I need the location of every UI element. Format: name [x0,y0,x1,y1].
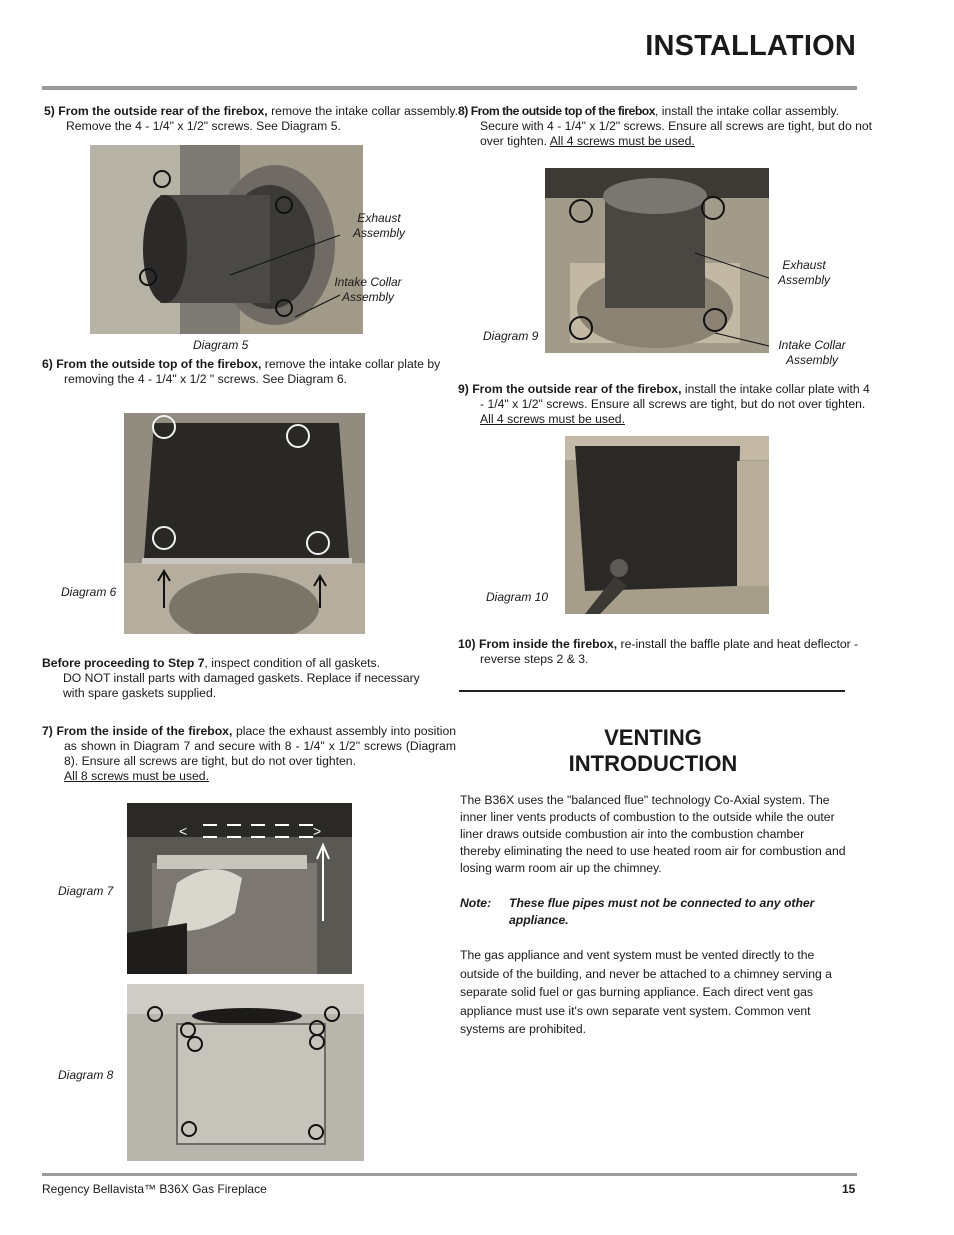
diagram-10-photo [565,436,769,614]
svg-text:>: > [313,823,322,839]
section-divider [459,690,845,692]
diagram-7-caption: Diagram 7 [58,884,114,898]
diagram-6-photo [124,413,365,634]
diagram-5-photo [90,145,363,334]
diagram-8-photo [127,984,364,1161]
venting-intro: The B36X uses the "balanced flue" technology Co-Axial system. The inner liner vents products of combustion to the outside while the outer liner draws outside combustion air into the combustion chamber thereby eliminating the need to use heated room air for combustion and losing warm room air up the chimney. [460,793,846,875]
diagram-7-photo [127,803,352,974]
diagram-10-caption: Diagram 10 [486,590,549,604]
diagram-9-caption: Diagram 9 [483,329,539,343]
step-9: 9) From the outside rear of the firebox, install the intake collar plate with 4 - 1/4" x 1/2" screws. Ensure all screws are tight, but do not over tighten. All 4 screws must be used. [458,382,870,426]
venting-heading: VENTING INTRODUCTION [568,725,738,776]
footer-page-number: 15 [842,1182,856,1196]
step-6: 6) From the outside top of the firebox, remove the intake collar plate by removing the 4 - 1/4" x 1/2 " screws. See Diagram 6. [42,357,441,386]
step-10: 10) From inside the firebox, re-install the baffle plate and heat deflector - reverse steps 2 & 3. [458,637,859,666]
venting-body: The gas appliance and vent system must be vented directly to the outside of the building, and never be attached to a chimney serving a separate solid fuel or gas burning appliance. Each direct vent gas appliance must use it's own separate vent system. Common vent systems are prohibited. [460,948,832,1037]
diagram-8-caption: Diagram 8 [58,1068,114,1082]
step-7: 7) From the inside of the firebox, place the exhaust assembly into position as shown in Diagram 7 and secure with 8 - 1/4" x 1/2" screws (Diagram 8). Ensure all screws are tight, but do not over tighten. All 8 screws must be used. [42,724,456,783]
diagram-6-caption: Diagram 6 [61,585,117,599]
step-8: 8) From the outside top of the firebox, install the intake collar assembly. Secure with 4 - 1/4" x 1/2" screws. Ensure all screws are tight, but do not over tighten. All 4 screws must be used. [458,104,873,148]
svg-text:<: < [179,823,188,839]
diagram-5-label-intake: Intake Collar Assembly [334,275,402,304]
header-rule [42,86,857,90]
step-5: 5) From the outside rear of the firebox, remove the intake collar assembly. Remove the 4 - 1/4" x 1/2" screws. See Diagram 5. [44,104,458,133]
footer-rule [42,1173,857,1176]
diagram-5-label-exhaust: Exhaust Assembly [352,211,405,240]
venting-note: Note: These flue pipes must not be connected to any other appliance. [460,896,815,927]
diagram-9-label-exhaust: Exhaust Assembly [777,258,830,287]
gasket-note: Before proceeding to Step 7, inspect condition of all gaskets. DO NOT install parts with damaged gaskets. Replace if necessary with spare gaskets supplied. [42,656,420,700]
page-title: INSTALLATION [645,30,856,62]
diagram-9-label-intake: Intake Collar Assembly [778,338,846,367]
footer-product: Regency Bellavista™ B36X Gas Fireplace [42,1182,267,1196]
diagram-5-caption: Diagram 5 [193,338,249,352]
diagram-9-photo [545,168,769,353]
